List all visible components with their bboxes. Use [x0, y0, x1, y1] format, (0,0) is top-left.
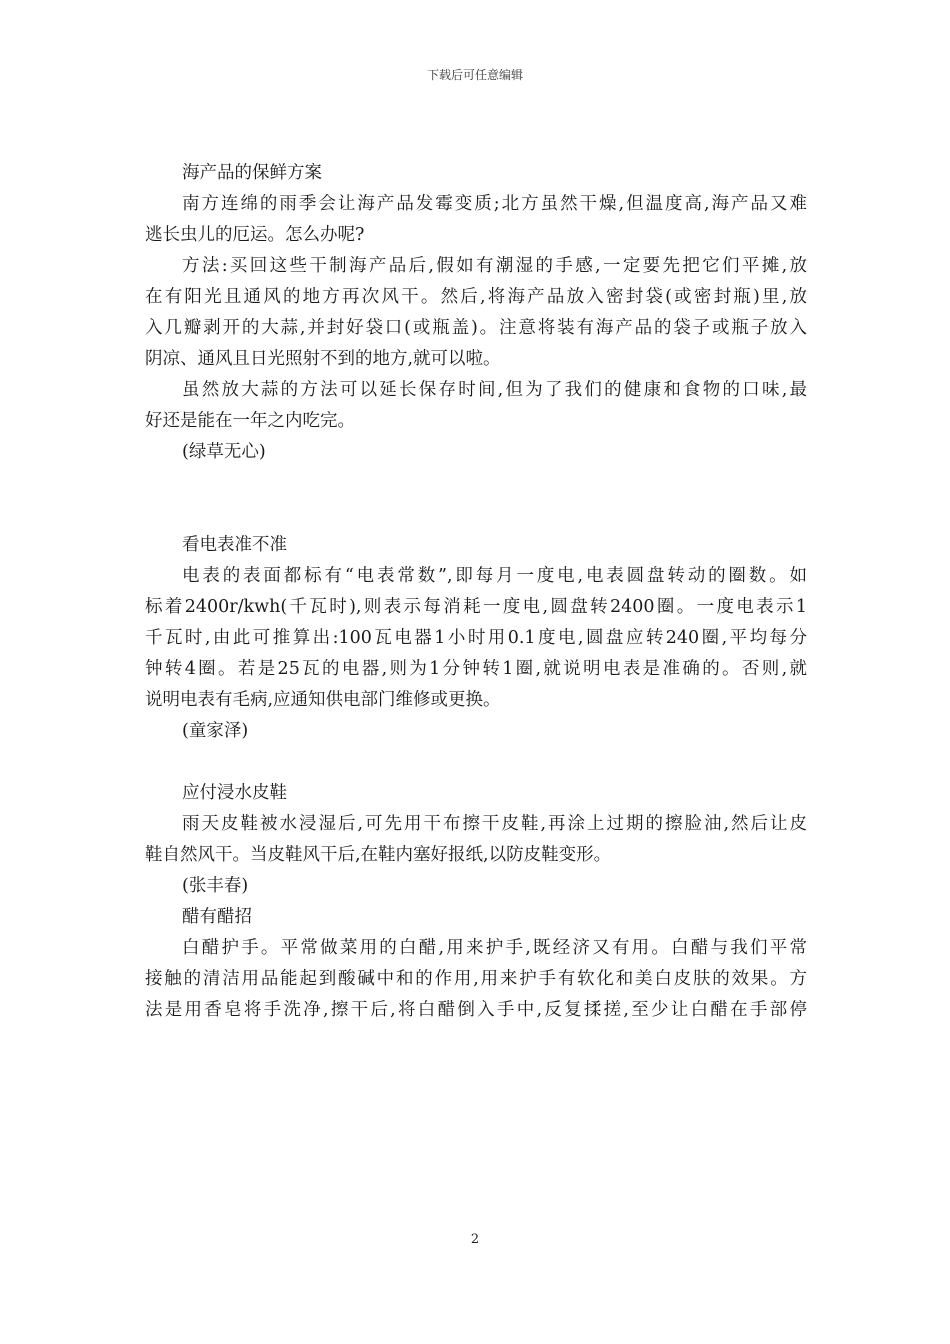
section-title: 应付浸水皮鞋: [182, 783, 287, 803]
paragraph-line: 南方连绵的雨季会让海产品发霉变质;北方虽然干燥,但温度高,海产品又难: [182, 194, 807, 214]
paragraph-line: 法是用香皂将手洗净,擦干后,将白醋倒入手中,反复揉搓,至少让白醋在手部停: [145, 1000, 807, 1020]
paragraph-line: 标着2400r/kwh(千瓦时),则表示每消耗一度电,圆盘转2400圈。一度电表示1: [145, 597, 807, 617]
paragraph-line: 方法:买回这些干制海产品后,假如有潮湿的手感,一定要先把它们平摊,放: [182, 256, 807, 276]
paragraph-line: 鞋自然风干。当皮鞋风干后,在鞋内塞好报纸,以防皮鞋变形。: [145, 845, 612, 865]
paragraph-line: 好还是能在一年之内吃完。: [145, 411, 355, 431]
paragraph-line: 入几瓣剥开的大蒜,并封好袋口(或瓶盖)。注意将装有海产品的袋子或瓶子放入: [145, 318, 807, 338]
paragraph-line: 钟转4圈。若是25瓦的电器,则为1分钟转1圈,就说明电表是准确的。否则,就: [145, 659, 807, 679]
page-number: 2: [470, 1232, 480, 1247]
section-title: 海产品的保鲜方案: [182, 163, 322, 183]
paragraph-line: 虽然放大蒜的方法可以延长保存时间,但为了我们的健康和食物的口味,最: [182, 380, 807, 400]
paragraph-line: 说明电表有毛病,应通知供电部门维修或更换。: [145, 690, 501, 710]
document-body: [145, 158, 807, 1026]
paragraph-line: 在有阳光且通风的地方再次风干。然后,将海产品放入密封袋(或密封瓶)里,放: [145, 287, 807, 307]
paragraph-line: 雨天皮鞋被水浸湿后,可先用干布擦干皮鞋,再涂上过期的擦脸油,然后让皮: [182, 814, 807, 834]
paragraph-line: 阴凉、通风且日光照射不到的地方,就可以啦。: [145, 349, 501, 369]
author-credit: (绿草无心): [182, 442, 266, 462]
section-title: 看电表准不准: [182, 535, 287, 555]
paragraph-line: 逃长虫儿的厄运。怎么办呢?: [145, 225, 365, 245]
paragraph-line: 白醋护手。平常做菜用的白醋,用来护手,既经济又有用。白醋与我们平常: [182, 938, 807, 958]
paragraph-line: 电表的表面都标有“电表常数”,即每月一度电,电表圆盘转动的圈数。如: [182, 566, 807, 586]
author-credit: (张丰春): [182, 876, 249, 896]
paragraph-line: 千瓦时,由此可推算出:100瓦电器1小时用0.1度电,圆盘应转240圈,平均每分: [145, 628, 807, 648]
paragraph-line: 接触的清洁用品能起到酸碱中和的作用,用来护手有软化和美白皮肤的效果。方: [145, 969, 807, 989]
section-title: 醋有醋招: [182, 907, 252, 927]
author-credit: (童家泽): [182, 721, 249, 741]
page-header: 下载后可任意编辑: [426, 68, 523, 82]
